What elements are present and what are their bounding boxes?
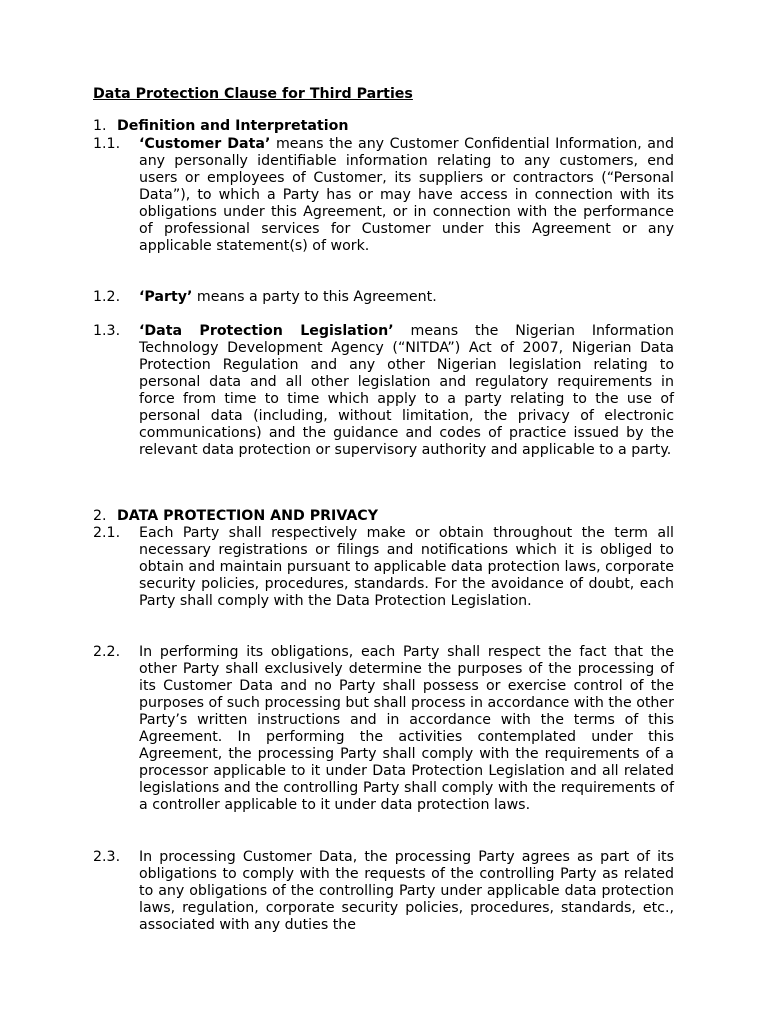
defined-term: ‘Party’	[139, 289, 193, 305]
clause-number: 1.3.	[93, 323, 121, 339]
section-1-heading	[93, 118, 348, 134]
clause-body	[139, 323, 674, 459]
clause-number: 1.1.	[93, 136, 121, 152]
defined-term: ‘Data Protection Legislation’	[139, 323, 394, 339]
clause-2-2	[93, 644, 674, 814]
clause-body	[139, 289, 674, 306]
clause-text: means the any Customer Confidential Information, and any personally identifiable information relating to any customers, end users or employees of Customer, its suppliers or contractors (“Personal Data”), to which a Party has or may have access in connection with its obligations under this Agreement, or in connection with the performance of professional services for Customer under this Agreement or any applicable statement(s) of work.	[139, 136, 674, 254]
clause-1-3	[93, 323, 674, 459]
clause-number: 1.2.	[93, 289, 121, 305]
clause-body: In processing Customer Data, the processing Party agrees as part of its obligations to comply with the requests of the controlling Party as related to any obligations of the controlling Party under applicable data protection laws, regulation, corporate security policies, procedures, standards, etc., associated with any duties the	[139, 849, 674, 933]
section-2-number: 2.	[93, 508, 107, 524]
defined-term: ‘Customer Data’	[139, 136, 271, 152]
clause-body	[139, 136, 674, 255]
clause-number: 2.3.	[93, 849, 121, 865]
clause-2-3	[93, 849, 674, 934]
section-1-number: 1.	[93, 118, 107, 134]
clause-2-1	[93, 525, 674, 610]
section-1-title: Definition and Interpretation	[117, 118, 349, 134]
clause-body: In performing its obligations, each Party shall respect the fact that the other Party shall exclusively determine the purposes of the processing of its Customer Data and no Party shall possess or exercise control of the purposes of such processing but shall process in accordance with the other Party’s written instructions and in accordance with the terms of this Agreement. In performing the activities contemplated under this Agreement, the processing Party shall comply with the requirements of a processor applicable to it under Data Protection Legislation and all related legislations and the controlling Party shall comply with the requirements of a controller applicable to it under data protection laws.	[139, 644, 674, 813]
clause-text: means the Nigerian Information Technology Development Agency (“NITDA”) Act of 2007, Nigerian Data Protection Regulation and any other Nigerian legislation relating to personal data and all other legislation and regulatory requirements in force from time to time which apply to a party relating to the use of personal data (including, without limitation, the privacy of electronic communications) and the guidance and codes of practice issued by the relevant data protection or supervisory authority and applicable to a party.	[139, 323, 674, 458]
clause-body: Each Party shall respectively make or obtain throughout the term all necessary registrations or filings and notifications which it is obliged to obtain and maintain pursuant to applicable data protection laws, corporate security policies, procedures, standards. For the avoidance of doubt, each Party shall comply with the Data Protection Legislation.	[139, 525, 674, 609]
clause-text: means a party to this Agreement.	[192, 289, 437, 305]
section-2-title: DATA PROTECTION AND PRIVACY	[117, 508, 378, 524]
document-title: Data Protection Clause for Third Parties	[93, 86, 413, 102]
clause-1-1	[93, 136, 674, 255]
clause-number: 2.1.	[93, 525, 121, 541]
clause-number: 2.2.	[93, 644, 121, 660]
clause-1-2	[93, 289, 674, 306]
section-2-heading	[93, 508, 378, 524]
